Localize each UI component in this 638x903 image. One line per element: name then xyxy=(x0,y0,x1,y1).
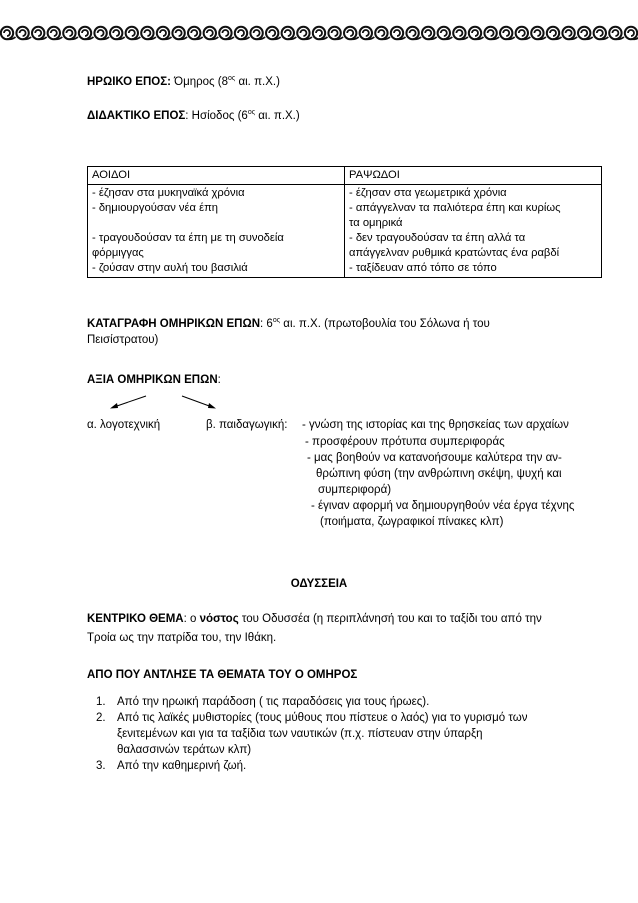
spiral-ornament xyxy=(297,27,312,39)
spiral-ornament xyxy=(453,27,468,39)
spiral-ornament xyxy=(1,27,16,39)
spiral-ornament xyxy=(141,27,156,39)
list-number: 1. xyxy=(96,696,106,708)
spiral-ornament xyxy=(172,27,187,39)
spiral-ornament xyxy=(469,27,484,39)
pedagogical-point-1: - γνώση της ιστορίας και της θρησκείας των αρχαίων xyxy=(302,419,569,431)
right-arrow-head xyxy=(208,403,216,409)
spiral-ornament xyxy=(578,27,593,39)
recording-label: ΚΑΤΑΓΡΑΦΗ ΟΜΗΡΙΚΩΝ ΕΠΩΝ xyxy=(87,318,261,330)
value-literary: α. λογοτεχνική xyxy=(87,419,161,431)
pedagogical-point-3: - μας βοηθούν να κατανοήσουμε καλύτερα την αν- xyxy=(307,452,562,464)
value-label: ΑΞΙΑ ΟΜΗΡΙΚΩΝ ΕΠΩΝ xyxy=(87,374,218,386)
list-item xyxy=(96,694,527,710)
right-line: - έζησαν στα γεωμετρικά χρόνια xyxy=(349,187,507,199)
spiral-ornament xyxy=(110,27,125,39)
spiral-ornament xyxy=(250,27,265,39)
left-line: - έζησαν στα μυκηναϊκά χρόνια xyxy=(92,187,245,199)
sources-list xyxy=(96,694,527,774)
spiral-ornament xyxy=(562,27,577,39)
pedagogical-point-3-cont: θρώπινη φύση (την ανθρώπινη σκέψη, ψυχή και xyxy=(316,468,562,480)
rhapsodes-cell xyxy=(345,185,602,278)
spiral-ornament xyxy=(438,27,453,39)
left-arrow-head xyxy=(110,403,118,409)
right-line: - απάγγελναν τα παλιότερα έπη και κυρίως xyxy=(349,202,561,214)
list-item-text: Από τις λαϊκές μυθιστορίες (τους μύθους που πίστευε ο λαός) για το γυρισμό των xyxy=(117,712,528,724)
decorative-spiral-border xyxy=(0,24,638,42)
spiral-ornament xyxy=(516,27,531,39)
spiral-ornament xyxy=(375,27,390,39)
spiral-ornament xyxy=(282,27,297,39)
recording-line-2: Πεισίστρατου) xyxy=(87,334,159,346)
didactic-epic-line: ΔΙΔΑΚΤΙΚΟ ΕΠΟΣ: Ησίοδος ($6^{o\varsigma}$ αι. π.Χ.) xyxy=(87,109,300,122)
spiral-ornament xyxy=(235,27,250,39)
spiral-ornament xyxy=(391,27,406,39)
left-line: - τραγουδούσαν τα έπη με τη συνοδεία xyxy=(92,232,284,244)
spiral-ornament xyxy=(204,27,219,39)
pedagogical-point-2: - προσφέρουν πρότυπα συμπεριφοράς xyxy=(305,436,505,448)
list-item-text: Από την καθημερινή ζωή. xyxy=(117,760,247,772)
left-blank xyxy=(92,216,340,231)
spiral-ornament xyxy=(16,27,31,39)
spiral-ornament xyxy=(484,27,499,39)
branch-arrows xyxy=(108,393,218,413)
spiral-ornament xyxy=(547,27,562,39)
spiral-ornament xyxy=(422,27,437,39)
value-pedagogical: β. παιδαγωγική: xyxy=(206,419,288,431)
didactic-epic-label: ΔΙΔΑΚΤΙΚΟ ΕΠΟΣ xyxy=(87,110,186,122)
spiral-ornament xyxy=(79,27,94,39)
nostos-word: νόστος xyxy=(199,613,239,625)
odyssey-title: ΟΔΥΣΣΕΙΑ xyxy=(290,578,348,590)
left-line: - ζούσαν στην αυλή του βασιλιά xyxy=(92,262,248,274)
pedagogical-point-3-end: συμπεριφορά) xyxy=(318,484,392,496)
spiral-ornament xyxy=(328,27,343,39)
spiral-ornament xyxy=(406,27,421,39)
spiral-ornament xyxy=(344,27,359,39)
list-number: 2. xyxy=(96,712,106,724)
list-item-text: ξενιτεμένων και για τα ταξίδια των ναυτικών (π.χ. πίστευαν στην ύπαρξη xyxy=(117,728,483,740)
spiral-ornament xyxy=(219,27,234,39)
aoidoi-cell xyxy=(88,185,345,278)
left-arrow-line xyxy=(114,396,146,407)
central-theme-label: ΚΕΝΤΡΙΚΟ ΘΕΜΑ xyxy=(87,613,184,625)
left-line: φόρμιγγας xyxy=(92,247,144,259)
left-line: - δημιουργούσαν νέα έπη xyxy=(92,202,219,214)
central-theme-line-2: Τροία ως την πατρίδα του, την Ιθάκη. xyxy=(87,632,277,644)
spiral-ornament xyxy=(48,27,63,39)
pedagogical-point-4-cont: (ποιήματα, ζωγραφικοί πίνακες κλπ) xyxy=(320,516,504,528)
sources-title: ΑΠΟ ΠΟΥ ΑΝΤΛΗΣΕ ΤΑ ΘΕΜΑΤΑ ΤΟΥ Ο ΟΜΗΡΟΣ xyxy=(87,669,358,681)
list-number: 3. xyxy=(96,760,106,772)
list-item xyxy=(96,758,527,774)
heroic-epic-label: ΗΡΩΙΚΟ ΕΠΟΣ: xyxy=(87,76,171,88)
header-aoidoi: ΑΟΙΔΟΙ xyxy=(88,167,345,185)
spiral-ornament xyxy=(625,27,638,39)
right-line: απάγγελναν ρυθμικά κρατώντας ένα ραβδί xyxy=(349,247,560,259)
list-item-text: θαλασσινών τεράτων κλπ) xyxy=(117,744,252,756)
right-line: - ταξίδευαν από τόπο σε τόπο xyxy=(349,262,497,274)
spiral-ornament xyxy=(188,27,203,39)
spiral-ornament xyxy=(360,27,375,39)
right-line: - δεν τραγουδούσαν τα έπη αλλά τα xyxy=(349,232,526,244)
pedagogical-point-4: - έγιναν αφορμή να δημιουργηθούν νέα έργα τέχνης xyxy=(311,500,575,512)
value-heading: ΑΞΙΑ ΟΜΗΡΙΚΩΝ ΕΠΩΝ: xyxy=(87,374,221,386)
spiral-ornament xyxy=(126,27,141,39)
right-line: τα ομηρικά xyxy=(349,217,403,229)
spiral-ornament xyxy=(32,27,47,39)
heroic-epic-line: ΗΡΩΙΚΟ ΕΠΟΣ: Όμηρος ($8^{o\varsigma}$ αι. π.Χ.) xyxy=(87,75,280,88)
spiral-ornament xyxy=(266,27,281,39)
spiral-ornament xyxy=(94,27,109,39)
spiral-ornament xyxy=(500,27,515,39)
right-arrow-line xyxy=(182,396,212,407)
spiral-ornament xyxy=(609,27,624,39)
spiral-ornament xyxy=(63,27,78,39)
bards-comparison-table xyxy=(87,166,602,278)
central-theme-line-1: ΚΕΝΤΡΙΚΟ ΘΕΜΑ: ο νόστος του Οδυσσέα (η περιπλάνησή του και το ταξίδι του από την xyxy=(87,613,542,625)
spiral-ornament xyxy=(313,27,328,39)
spiral-ornament xyxy=(531,27,546,39)
recording-line-1: ΚΑΤΑΓΡΑΦΗ ΟΜΗΡΙΚΩΝ ΕΠΩΝ: $6^{o\varsigma}$ αι. π.Χ. (πρωτοβουλία του Σόλωνα ή του xyxy=(87,317,490,330)
list-item xyxy=(96,710,527,758)
list-item-text: Από την ηρωική παράδοση ( τις παραδόσεις για τους ήρωες). xyxy=(117,696,430,708)
header-rhapsodes: ΡΑΨΩΔΟΙ xyxy=(345,167,602,185)
spiral-ornament xyxy=(157,27,172,39)
spiral-ornament xyxy=(594,27,609,39)
